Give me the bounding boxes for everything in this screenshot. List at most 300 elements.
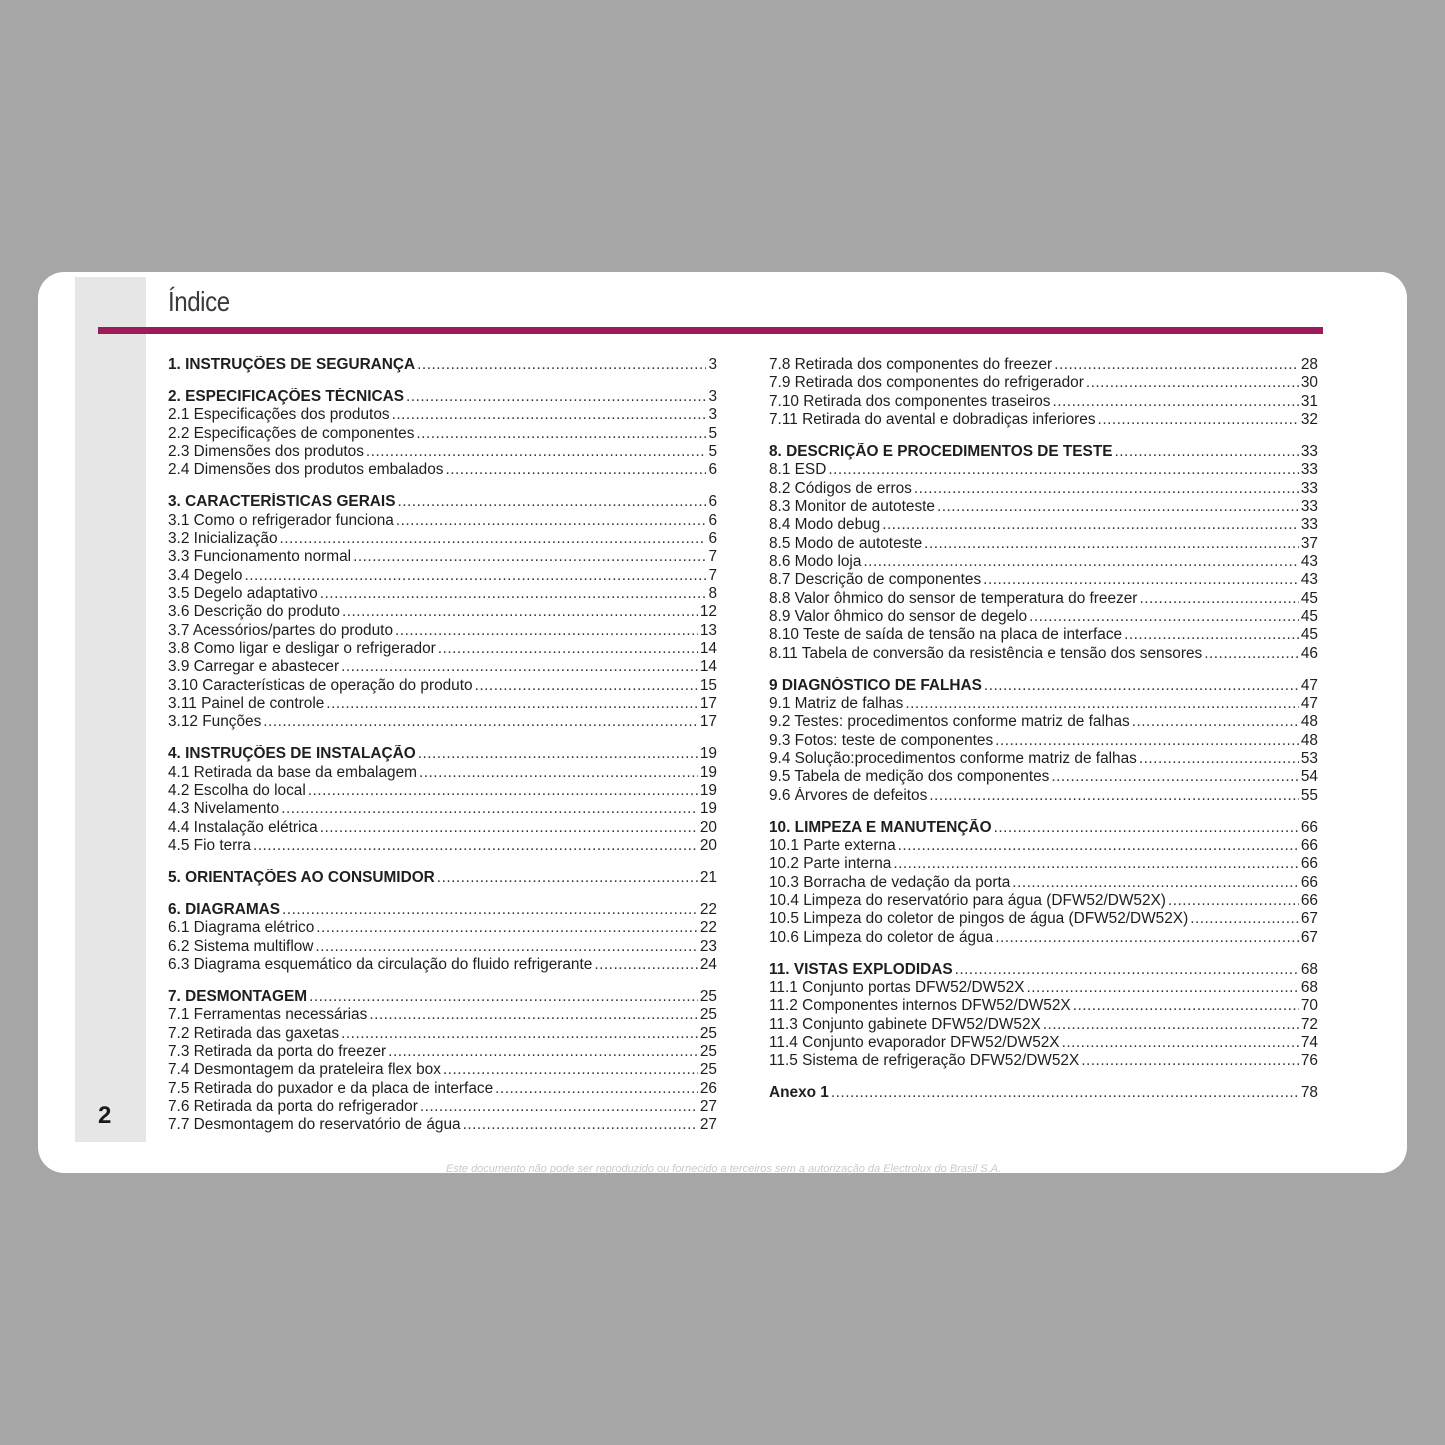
toc-entry[interactable] <box>769 892 1318 910</box>
toc-entry-label: 8.2 Códigos de erros <box>769 479 912 497</box>
toc-entry[interactable] <box>769 645 1318 663</box>
toc-leader-dots <box>342 603 698 621</box>
toc-entry[interactable] <box>769 1034 1318 1052</box>
toc-page-number: 22 <box>699 900 717 918</box>
toc-entry[interactable] <box>769 1052 1318 1070</box>
toc-entry[interactable] <box>168 425 717 443</box>
toc-entry[interactable] <box>769 855 1318 873</box>
toc-leader-dots <box>341 658 698 676</box>
toc-entry[interactable] <box>168 640 717 658</box>
toc-entry[interactable] <box>769 1016 1318 1034</box>
toc-leader-dots <box>280 530 707 548</box>
toc-leader-dots <box>263 713 698 731</box>
toc-page-number: 74 <box>1300 1034 1318 1052</box>
toc-page-number: 45 <box>1300 589 1318 607</box>
page-title: Índice <box>168 286 230 317</box>
toc-page-number: 45 <box>1300 626 1318 644</box>
toc-leader-dots <box>1168 892 1299 910</box>
toc-leader-dots <box>1043 1016 1299 1034</box>
toc-entry[interactable] <box>769 553 1318 571</box>
toc-leader-dots <box>1086 374 1299 392</box>
toc-leader-dots <box>929 787 1299 805</box>
toc-entry-label: 10.2 Parte interna <box>769 855 892 873</box>
toc-leader-dots <box>594 956 698 974</box>
toc-entry-label: 7.7 Desmontagem do reservatório de água <box>168 1116 461 1134</box>
toc-entry-label: 3.7 Acessórios/partes do produto <box>168 621 394 639</box>
toc-page-number: 45 <box>1300 608 1318 626</box>
toc-leader-dots <box>898 837 1299 855</box>
toc-section-heading[interactable] <box>168 745 717 763</box>
toc-page-number: 14 <box>699 640 717 657</box>
toc-page-number: 23 <box>699 937 717 955</box>
toc-page-number: 19 <box>699 782 717 799</box>
toc-leader-dots <box>1027 979 1299 997</box>
toc-entry-label: 9.2 Testes: procedimentos conforme matriz de falhas <box>769 713 1130 731</box>
toc-entry-label: 8.6 Modo loja <box>769 553 862 571</box>
toc-leader-dots <box>244 567 706 585</box>
toc-leader-dots <box>1081 1052 1299 1070</box>
toc-page-number: 33 <box>1300 479 1318 497</box>
toc-leader-dots <box>1073 997 1299 1015</box>
toc-leader-dots <box>983 571 1299 589</box>
toc-entry[interactable] <box>769 393 1318 411</box>
toc-page-number: 48 <box>1300 731 1318 749</box>
toc-section-heading[interactable] <box>769 443 1318 461</box>
toc-section-heading[interactable] <box>168 901 717 919</box>
toc-entry-label: 3.1 Como o refrigerador funciona <box>168 511 394 529</box>
toc-entry[interactable] <box>769 411 1318 429</box>
toc-page-number: 37 <box>1300 534 1318 552</box>
toc-entry-label: 6.2 Sistema multiflow <box>168 937 314 955</box>
toc-entry-label: 8. DESCRIÇÃO E PROCEDIMENTOS DE TESTE <box>769 442 1113 460</box>
toc-leader-dots <box>320 819 698 837</box>
toc-page-number: 27 <box>699 1097 717 1115</box>
toc-entry[interactable] <box>769 571 1318 589</box>
toc-leader-dots <box>863 553 1298 571</box>
toc-entry[interactable] <box>168 800 717 818</box>
toc-section-heading[interactable] <box>168 356 717 374</box>
toc-entry[interactable] <box>168 1098 717 1116</box>
toc-entry-label: 4.4 Instalação elétrica <box>168 818 318 836</box>
toc-page-number: 31 <box>1300 392 1318 410</box>
toc-entry-label: 9 DIAGNÓSTICO DE FALHAS <box>769 676 982 694</box>
toc-entry[interactable] <box>769 768 1318 786</box>
toc-left-column <box>168 356 717 1135</box>
toc-entry-label: 4.2 Escolha do local <box>168 782 306 799</box>
toc-page-number: 28 <box>1300 356 1318 373</box>
toc-entry[interactable] <box>769 608 1318 626</box>
toc-page-number: 3 <box>708 356 717 373</box>
toc-leader-dots <box>282 901 698 919</box>
toc-leader-dots <box>475 677 698 695</box>
toc-page-number: 32 <box>1300 411 1318 429</box>
toc-entry-label: 10.1 Parte externa <box>769 837 896 855</box>
toc-entry[interactable] <box>769 713 1318 731</box>
toc-leader-dots <box>437 869 698 887</box>
toc-leader-dots <box>320 585 707 603</box>
toc-page-number: 19 <box>699 763 717 781</box>
toc-entry-label: 7.2 Retirada das gaxetas <box>168 1024 340 1042</box>
toc-entry[interactable] <box>168 938 717 956</box>
toc-page-number: 6 <box>708 461 717 479</box>
toc-entry-label: 6. DIAGRAMAS <box>168 900 281 918</box>
toc-leader-dots <box>905 695 1299 713</box>
toc-page-number: 47 <box>1300 695 1318 713</box>
toc-leader-dots <box>420 1098 698 1116</box>
toc-section-heading[interactable] <box>769 961 1318 979</box>
toc-page-number: 22 <box>699 919 717 937</box>
toc-entry[interactable] <box>769 535 1318 553</box>
toc-entry-label: 7.4 Desmontagem da prateleira flex box <box>168 1061 441 1079</box>
toc-page-number: 6 <box>708 529 717 547</box>
toc-page-number: 33 <box>1300 516 1318 534</box>
toc-entry[interactable] <box>168 819 717 837</box>
toc-entry[interactable] <box>769 516 1318 534</box>
toc-entry-label: 9.4 Solução:procedimentos conforme matriz de falhas <box>769 750 1137 768</box>
toc-entry-label: 4.1 Retirada da base da embalagem <box>168 763 417 781</box>
toc-leader-dots <box>1098 411 1299 429</box>
toc-entry[interactable] <box>769 787 1318 805</box>
toc-entry-label: 10.5 Limpeza do coletor de pingos de água (DFW52/DW52X) <box>769 910 1189 928</box>
toc-page-number: 66 <box>1300 855 1318 873</box>
toc-entry[interactable] <box>168 585 717 603</box>
toc-leader-dots <box>281 800 698 818</box>
toc-entry-label: 3. CARACTERÍSTICAS GERAIS <box>168 493 396 511</box>
toc-leader-dots <box>995 732 1299 750</box>
toc-entry-label: 2. ESPECIFICAÇÕES TÉCNICAS <box>168 387 405 405</box>
toc-leader-dots <box>341 1025 698 1043</box>
toc-leader-dots <box>445 461 706 479</box>
toc-entry[interactable] <box>769 874 1318 892</box>
toc-entry-label: 4. INSTRUÇÕES DE INSTALAÇÃO <box>168 745 416 763</box>
toc-entry[interactable] <box>168 919 717 937</box>
toc-entry[interactable] <box>168 443 717 461</box>
toc-page-number: 33 <box>1300 442 1318 460</box>
toc-entry[interactable] <box>168 1080 717 1098</box>
toc-leader-dots <box>315 938 697 956</box>
toc-leader-dots <box>1124 626 1299 644</box>
toc-entry[interactable] <box>168 837 717 855</box>
toc-page-number: 72 <box>1300 1015 1318 1033</box>
toc-entry-label: 11.2 Componentes internos DFW52/DW52X <box>769 997 1071 1015</box>
toc-page-number: 68 <box>1300 979 1318 997</box>
toc-page-number: 66 <box>1300 873 1318 891</box>
toc-leader-dots <box>353 548 706 566</box>
toc-entry-label: 3.6 Descrição do produto <box>168 603 340 621</box>
toc-entry[interactable] <box>769 910 1318 928</box>
toc-section-heading[interactable] <box>769 1084 1318 1102</box>
toc-entry[interactable] <box>168 567 717 585</box>
toc-page-number: 66 <box>1300 818 1318 836</box>
toc-leader-dots <box>308 782 698 800</box>
toc-page-number: 30 <box>1300 374 1318 392</box>
toc-page-number: 5 <box>708 424 717 442</box>
toc-leader-dots <box>995 929 1299 947</box>
toc-leader-dots <box>438 640 698 658</box>
toc-leader-dots <box>1052 393 1298 411</box>
toc-leader-dots <box>882 516 1299 534</box>
toc-entry-label: 9.3 Fotos: teste de componentes <box>769 731 994 749</box>
toc-entry-label: 2.4 Dimensões dos produtos embalados <box>168 461 444 479</box>
toc-leader-dots <box>396 512 707 530</box>
toc-section-heading[interactable] <box>168 869 717 887</box>
toc-entry[interactable] <box>168 622 717 640</box>
toc-entry-label: 7.3 Retirada da porta do freezer <box>168 1042 387 1060</box>
toc-entry[interactable] <box>168 1006 717 1024</box>
toc-page-number: 53 <box>1300 750 1318 768</box>
toc-entry-label: 3.5 Degelo adaptativo <box>168 584 318 602</box>
toc-page-number: 27 <box>699 1116 717 1134</box>
toc-page-number: 54 <box>1300 768 1318 786</box>
toc-page-number: 5 <box>708 442 717 460</box>
toc-page-number: 25 <box>699 1006 717 1024</box>
toc-entry-label: 10.3 Borracha de vedação da porta <box>769 873 1011 891</box>
toc-page-number: 20 <box>699 818 717 836</box>
toc-page-number: 67 <box>1300 928 1318 946</box>
toc-page-number: 47 <box>1300 676 1318 694</box>
toc-page-number: 26 <box>699 1079 717 1097</box>
toc-entry-label: 10.4 Limpeza do reservatório para água (DFW52/DW52X) <box>769 892 1166 910</box>
toc-leader-dots <box>914 480 1299 498</box>
toc-leader-dots <box>443 1061 698 1079</box>
toc-entry[interactable] <box>769 750 1318 768</box>
toc-entry[interactable] <box>769 590 1318 608</box>
footer-note: Este documento não pode ser reproduzido ou fornecido a terceiros sem a autorização da Electrolux do Brasil S.A. <box>446 1163 1002 1175</box>
toc-entry[interactable] <box>168 956 717 974</box>
toc-leader-dots <box>419 764 698 782</box>
side-strip <box>75 277 146 1142</box>
toc-entry[interactable] <box>168 764 717 782</box>
toc-leader-dots <box>994 819 1299 837</box>
toc-entry[interactable] <box>769 979 1318 997</box>
toc-entry[interactable] <box>168 713 717 731</box>
toc-page-number: 14 <box>699 658 717 676</box>
toc-entry[interactable] <box>168 782 717 800</box>
toc-page-number: 7 <box>708 548 717 566</box>
toc-entry[interactable] <box>769 837 1318 855</box>
toc-page-number: 43 <box>1300 571 1318 589</box>
toc-leader-dots <box>831 1084 1299 1102</box>
toc-page-number: 25 <box>699 1042 717 1060</box>
toc-entry[interactable] <box>769 374 1318 392</box>
toc-entry-label: 8.9 Valor ôhmico do sensor de degelo <box>769 608 1028 626</box>
toc-entry-label: 3.8 Como ligar e desligar o refrigerador <box>168 640 436 657</box>
toc-section-heading[interactable] <box>168 988 717 1006</box>
toc-page-number: 25 <box>699 987 717 1005</box>
toc-page-number: 21 <box>699 868 717 886</box>
toc-leader-dots <box>369 1006 698 1024</box>
toc-leader-dots <box>418 745 698 763</box>
toc-page-number: 17 <box>699 695 717 713</box>
toc-entry-label: 1. INSTRUÇÕES DE SEGURANÇA <box>168 356 416 373</box>
toc-leader-dots <box>392 406 707 424</box>
toc-leader-dots <box>495 1080 698 1098</box>
toc-leader-dots <box>1204 645 1299 663</box>
toc-entry-label: 8.10 Teste de saída de tensão na placa de interface <box>769 626 1123 644</box>
toc-leader-dots <box>406 388 706 406</box>
toc-leader-dots <box>937 498 1299 516</box>
toc-leader-dots <box>828 461 1299 479</box>
toc-entry-label: 7.6 Retirada da porta do refrigerador <box>168 1097 418 1115</box>
toc-page-number: 43 <box>1300 553 1318 571</box>
toc-right-column <box>769 356 1318 1103</box>
toc-entry[interactable] <box>168 530 717 548</box>
toc-entry-label: 10. LIMPEZA E MANUTENÇÃO <box>769 818 992 836</box>
toc-entry-label: 3.10 Características de operação do produto <box>168 676 473 694</box>
toc-entry-label: 6.1 Diagrama elétrico <box>168 919 315 937</box>
toc-page-number: 13 <box>699 621 717 639</box>
toc-entry[interactable] <box>769 732 1318 750</box>
toc-page-number: 68 <box>1300 960 1318 978</box>
toc-entry-label: 2.3 Dimensões dos produtos <box>168 442 364 460</box>
toc-leader-dots <box>463 1116 698 1134</box>
toc-entry-label: 3.2 Inicialização <box>168 529 278 547</box>
toc-entry-label: 8.7 Descrição de componentes <box>769 571 982 589</box>
toc-entry[interactable] <box>769 695 1318 713</box>
toc-leader-dots <box>1132 713 1299 731</box>
toc-page-number: 25 <box>699 1061 717 1079</box>
toc-entry-label: 7.10 Retirada dos componentes traseiros <box>769 392 1051 410</box>
toc-page-number: 70 <box>1300 997 1318 1015</box>
toc-entry[interactable] <box>168 512 717 530</box>
toc-entry[interactable] <box>769 356 1318 374</box>
toc-entry-label: 2.1 Especificações dos produtos <box>168 406 390 424</box>
toc-entry[interactable] <box>168 658 717 676</box>
toc-entry-label: 7.9 Retirada dos componentes do refrigerador <box>769 374 1084 392</box>
toc-entry-label: 11.4 Conjunto evaporador DFW52/DW52X <box>769 1034 1060 1052</box>
toc-leader-dots <box>984 677 1299 695</box>
toc-leader-dots <box>955 961 1299 979</box>
toc-entry-label: 8.8 Valor ôhmico do sensor de temperatura do freezer <box>769 589 1138 607</box>
toc-entry-label: 8.4 Modo debug <box>769 516 881 534</box>
toc-entry[interactable] <box>168 548 717 566</box>
toc-entry[interactable] <box>168 1043 717 1061</box>
toc-entry-label: 8.11 Tabela de conversão da resistência e tensão dos sensores <box>769 644 1203 662</box>
toc-entry-label: 3.9 Carregar e abastecer <box>168 658 340 676</box>
toc-leader-dots <box>1051 768 1299 786</box>
toc-page-number: 20 <box>699 837 717 855</box>
toc-entry-label: 10.6 Limpeza do coletor de água <box>769 928 994 946</box>
toc-entry[interactable] <box>168 1061 717 1079</box>
toc-leader-dots <box>1054 356 1299 374</box>
toc-leader-dots <box>395 622 698 640</box>
toc-entry[interactable] <box>168 677 717 695</box>
toc-entry[interactable] <box>168 406 717 424</box>
toc-entry-label: 3.11 Painel de controle <box>168 695 325 713</box>
toc-page-number: 33 <box>1300 498 1318 515</box>
toc-entry-label: 9.1 Matriz de falhas <box>769 695 904 713</box>
toc-entry-label: 7.1 Ferramentas necessárias <box>168 1006 368 1024</box>
toc-entry[interactable] <box>168 695 717 713</box>
toc-leader-dots <box>1012 874 1299 892</box>
toc-leader-dots <box>416 425 706 443</box>
toc-leader-dots <box>1115 443 1299 461</box>
toc-entry-label: 7.5 Retirada do puxador e da placa de interface <box>168 1079 494 1097</box>
toc-entry[interactable] <box>769 997 1318 1015</box>
toc-page-number: 8 <box>708 584 717 602</box>
toc-entry-label: 3.4 Degelo <box>168 566 243 584</box>
toc-entry[interactable] <box>769 461 1318 479</box>
toc-page-number: 66 <box>1300 837 1318 855</box>
toc-section-heading[interactable] <box>769 819 1318 837</box>
toc-entry-label: 5. ORIENTAÇÕES AO CONSUMIDOR <box>168 868 435 886</box>
toc-entry[interactable] <box>168 603 717 621</box>
toc-page-number: 6 <box>708 511 717 529</box>
toc-leader-dots <box>924 535 1299 553</box>
toc-leader-dots <box>397 493 706 511</box>
toc-entry-label: 2.2 Especificações de componentes <box>168 424 415 442</box>
toc-entry-label: 9.5 Tabela de medição dos componentes <box>769 768 1050 786</box>
toc-page-number: 7 <box>708 566 717 584</box>
toc-page-number: 19 <box>699 800 717 818</box>
toc-entry[interactable] <box>168 1116 717 1134</box>
toc-section-heading[interactable] <box>168 493 717 511</box>
toc-page-number: 19 <box>699 745 717 763</box>
toc-page-number: 17 <box>699 713 717 731</box>
toc-leader-dots <box>326 695 698 713</box>
toc-entry-label: 7.11 Retirada do avental e dobradiças inferiores <box>769 411 1096 429</box>
toc-entry-label: 8.3 Monitor de autoteste <box>769 498 935 515</box>
toc-page-number: 55 <box>1300 786 1318 804</box>
toc-page-number: 76 <box>1300 1052 1318 1070</box>
toc-leader-dots <box>309 988 698 1006</box>
toc-entry-label: 4.5 Fio terra <box>168 837 251 855</box>
toc-entry-label: 11.3 Conjunto gabinete DFW52/DW52X <box>769 1015 1041 1033</box>
toc-page-number: 15 <box>699 676 717 694</box>
toc-entry-label: Anexo 1 <box>769 1084 829 1102</box>
toc-entry[interactable] <box>769 498 1318 516</box>
toc-leader-dots <box>366 443 707 461</box>
toc-entry[interactable] <box>168 461 717 479</box>
toc-leader-dots <box>893 855 1299 873</box>
toc-entry-label: 11. VISTAS EXPLODIDAS <box>769 960 953 978</box>
toc-entry-label: 3.12 Funções <box>168 713 262 731</box>
toc-page-number: 48 <box>1300 713 1318 731</box>
toc-entry-label: 11.1 Conjunto portas DFW52/DW52X <box>769 979 1025 997</box>
toc-entry[interactable] <box>168 1025 717 1043</box>
toc-entry-label: 7. DESMONTAGEM <box>168 987 308 1005</box>
toc-entry-label: 4.3 Nivelamento <box>168 800 280 818</box>
toc-page-number: 78 <box>1300 1084 1318 1102</box>
toc-leader-dots <box>316 919 698 937</box>
toc-page-number: 24 <box>699 955 717 973</box>
toc-section-heading[interactable] <box>769 677 1318 695</box>
toc-leader-dots <box>1139 750 1299 768</box>
toc-leader-dots <box>1029 608 1299 626</box>
toc-leader-dots <box>388 1043 698 1061</box>
toc-entry-label: 3.3 Funcionamento normal <box>168 548 352 566</box>
toc-entry-label: 6.3 Diagrama esquemático da circulação do fluido refrigerante <box>168 955 593 973</box>
toc-page-number: 66 <box>1300 892 1318 910</box>
toc-entry-label: 8.1 ESD <box>769 461 827 479</box>
document-page <box>38 272 1407 1173</box>
toc-entry-label: 11.5 Sistema de refrigeração DFW52/DW52X <box>769 1052 1080 1070</box>
toc-leader-dots <box>253 837 698 855</box>
toc-leader-dots <box>1139 590 1298 608</box>
toc-leader-dots <box>417 356 706 374</box>
toc-entry[interactable] <box>769 626 1318 644</box>
toc-page-number: 6 <box>708 493 717 511</box>
title-rule <box>98 327 1323 334</box>
toc-page-number: 3 <box>708 387 717 405</box>
toc-page-number: 67 <box>1300 910 1318 928</box>
toc-page-number: 12 <box>699 603 717 621</box>
toc-page-number: 33 <box>1300 461 1318 479</box>
toc-section-heading[interactable] <box>168 388 717 406</box>
toc-entry-label: 9.6 Árvores de defeitos <box>769 786 928 804</box>
toc-entry[interactable] <box>769 480 1318 498</box>
toc-entry[interactable] <box>769 929 1318 947</box>
